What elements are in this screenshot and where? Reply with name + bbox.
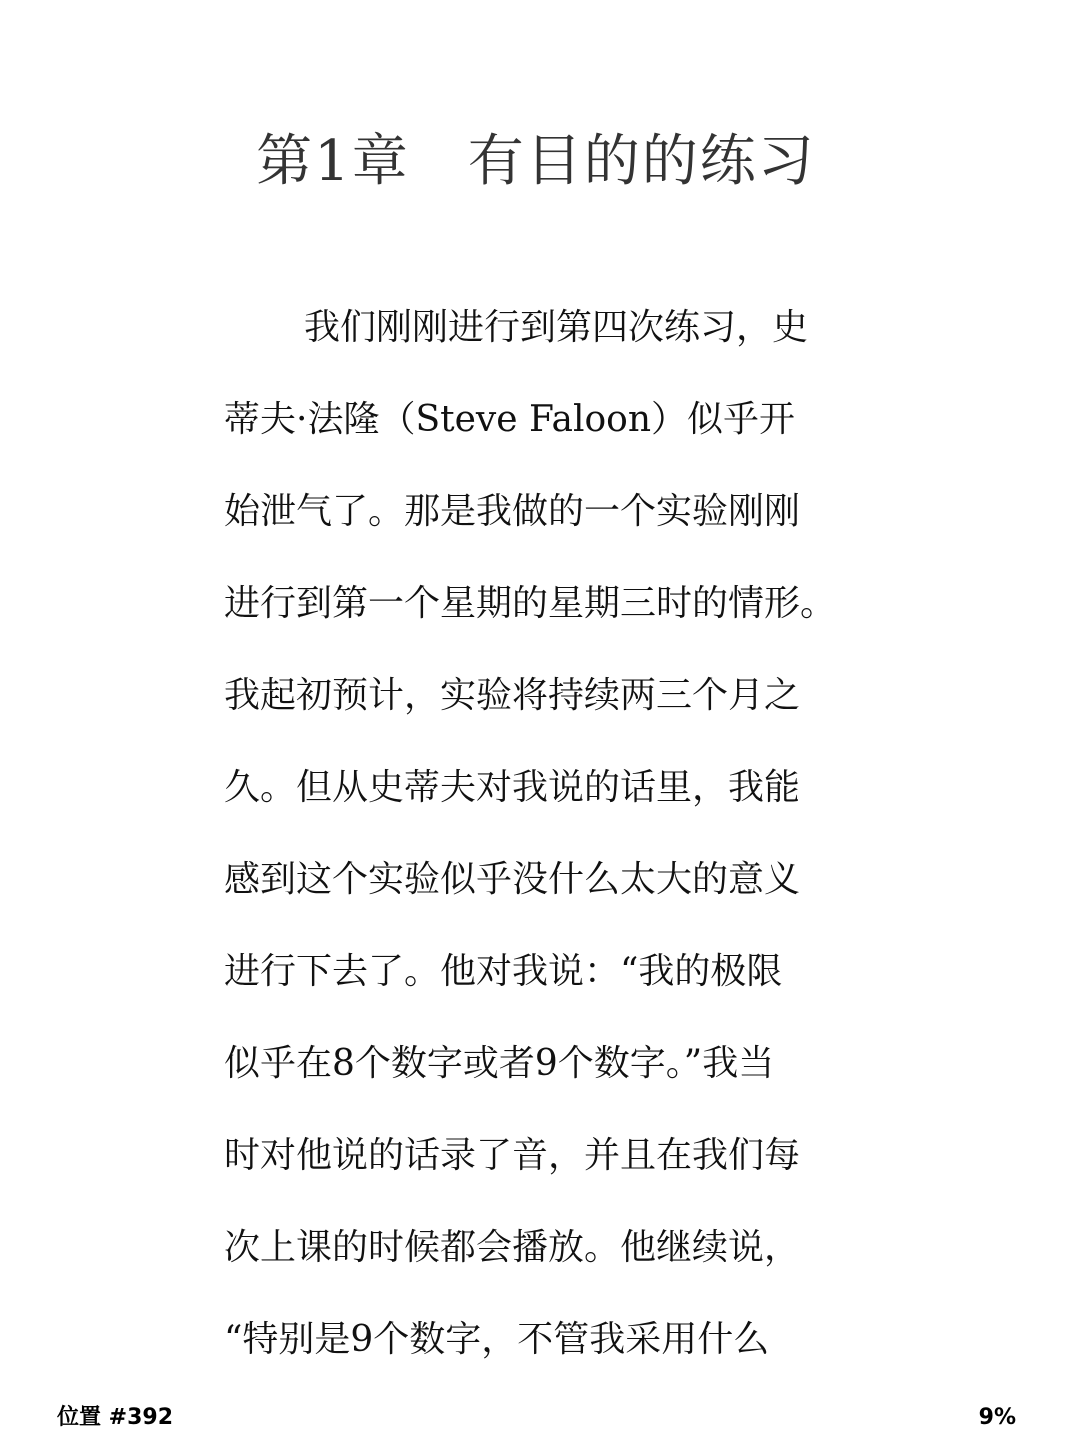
text-line: 进行下去了。他对我说：“我的极限 [224, 951, 783, 992]
text-line: 次上课的时候都会播放。他继续说， [224, 1227, 801, 1268]
reading-progress[interactable]: 9% [978, 1405, 1016, 1430]
chapter-title: 第1章 有目的的练习 [256, 129, 816, 194]
text-line: 感到这个实验似乎没什么太大的意义 [224, 859, 801, 900]
text-line: 蒂夫·法隆（Steve Faloon）似乎开 [224, 399, 796, 440]
text-line: 时对他说的话录了音，并且在我们每 [224, 1135, 801, 1176]
text-line: 似乎在8个数字或者9个数字。”我当 [224, 1043, 775, 1084]
location-indicator[interactable]: 位置 #392 [57, 1405, 174, 1430]
body-text [224, 282, 864, 1386]
text-line: “特别是9个数字，不管我采用什么 [224, 1319, 770, 1360]
text-line: 我起初预计，实验将持续两三个月之 [224, 675, 801, 716]
text-line: 始泄气了。那是我做的一个实验刚刚 [224, 491, 801, 532]
text-line: 久。但从史蒂夫对我说的话里，我能 [224, 767, 801, 808]
text-line: 我们刚刚进行到第四次练习，史 [304, 307, 809, 348]
text-line: 进行到第一个星期的星期三时的情形。 [224, 583, 837, 624]
